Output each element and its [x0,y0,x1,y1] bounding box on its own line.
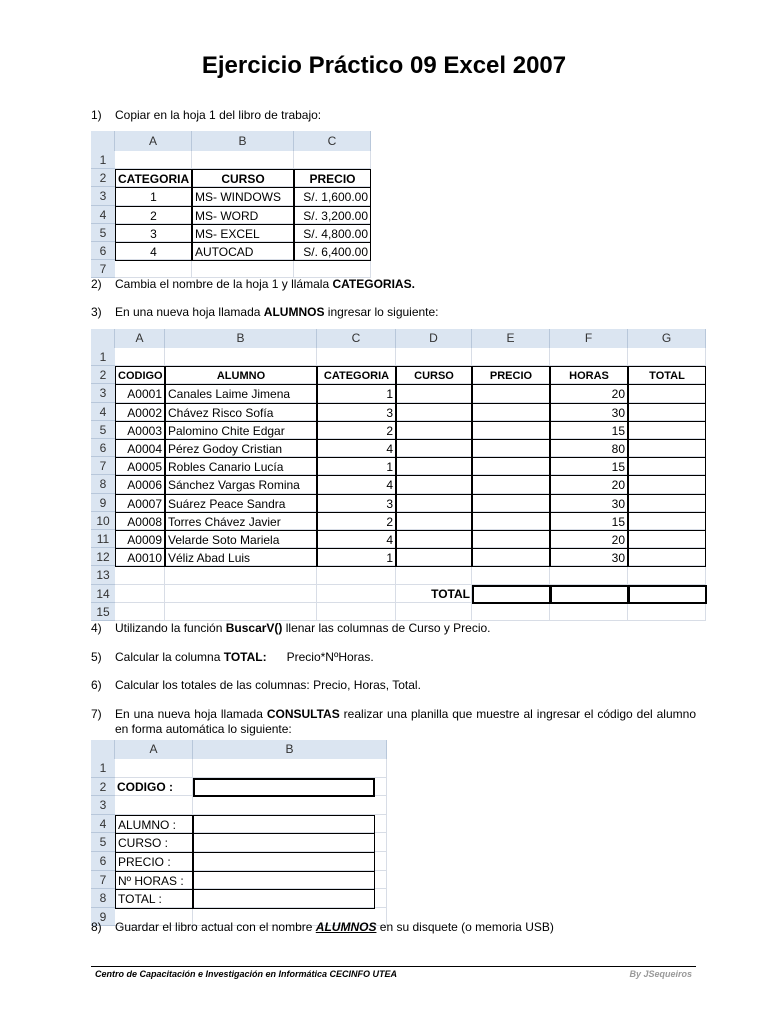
table-cell: 1 [317,457,396,476]
row-header: 9 [91,908,115,927]
row-header: 12 [91,548,115,566]
table-cell: 15 [550,457,628,476]
step-text: Calcular los totales de las columnas: Precio, Horas, Total. [115,678,421,692]
step-number: 4) [91,621,102,635]
table-cell: 4 [317,439,396,458]
table-cell [628,421,706,440]
table-cell [628,475,706,494]
row-header: 2 [91,169,115,187]
column-header: D [396,329,472,348]
row-header: 6 [91,439,115,457]
row-header: 8 [91,889,115,908]
column-header: A [115,329,165,348]
step-text: Guardar el libro actual con el nombre [115,920,316,934]
table-cell: 4 [115,242,192,261]
table-cell: S/. 1,600.00 [294,187,371,206]
table-cell: 2 [317,512,396,531]
footer-institution: Centro de Capacitación e Investigación en Informática CECINFO UTEA [95,969,398,979]
row-header: 4 [91,815,115,834]
table-cell: Velarde Soto Mariela [165,530,317,549]
table-cell: MS- WINDOWS [192,187,294,206]
table-cell [472,475,550,494]
column-header: B [193,740,387,759]
table-cell: Torres Chávez Javier [165,512,317,531]
table-cell [472,384,550,403]
step-number: 1) [91,108,102,122]
table-cell [472,530,550,549]
total-cell [628,585,707,604]
step-keyword: ALUMNOS [263,305,325,319]
table-cell [396,384,472,403]
column-header: C [294,131,371,151]
page-footer [91,966,696,983]
row-header: 1 [91,151,115,169]
table-cell: 80 [550,439,628,458]
table-header-cell: CATEGORIA [317,366,396,385]
table-cell: Robles Canario Lucía [165,457,317,476]
step-number: 2) [91,277,102,291]
table-cell [628,512,706,531]
row-header: 13 [91,566,115,584]
table-cell: A0010 [115,548,165,567]
table-header-cell: CATEGORIA [115,169,192,188]
row-header: 1 [91,759,115,778]
step-text-post: ingresar lo siguiente: [324,305,439,319]
table-header-cell: CURSO [192,169,294,188]
table-cell: 20 [550,530,628,549]
row-header: 3 [91,384,115,402]
table-cell: 30 [550,494,628,513]
table-header-cell: ALUMNO [165,366,317,385]
table-cell [628,530,706,549]
corner-header [91,329,115,348]
table-cell: S/. 4,800.00 [294,224,371,243]
table-cell: Pérez Godoy Cristian [165,439,317,458]
field-value-cell [193,871,375,891]
column-header: A [115,740,193,759]
table-cell: 15 [550,512,628,531]
table-cell [396,512,472,531]
step-text: Calcular la columna [115,650,224,664]
column-header: B [192,131,294,151]
table-cell: 4 [317,475,396,494]
corner-header [91,740,115,759]
step-keyword: CONSULTAS [266,707,340,721]
table-cell [396,439,472,458]
categorias-sheet [91,131,391,277]
table-cell: 15 [550,421,628,440]
column-header: A [115,131,192,151]
table-cell [628,494,706,513]
table-cell: MS- WORD [192,206,294,225]
table-cell [396,548,472,567]
table-cell: A0005 [115,457,165,476]
table-cell: Palomino Chite Edgar [165,421,317,440]
step-text-post: realizar una planilla que muestre al ingresar el código del alumno en forma automática lo siguiente: [115,707,696,736]
row-header: 2 [91,366,115,384]
table-cell [628,439,706,458]
row-header: 3 [91,796,115,815]
column-header: F [550,329,628,348]
table-cell: 1 [317,548,396,567]
footer-author: By JSequeiros [629,969,692,979]
table-header-cell: CURSO [396,366,472,385]
table-cell: Chávez Risco Sofía [165,403,317,422]
table-cell [472,439,550,458]
row-header: 3 [91,187,115,205]
table-cell: A0004 [115,439,165,458]
total-label: TOTAL [431,586,470,601]
step-text: Copiar en la hoja 1 del libro de trabajo: [115,108,322,122]
table-cell: A0008 [115,512,165,531]
table-header-cell: PRECIO [294,169,371,188]
table-cell: S/. 6,400.00 [294,242,371,261]
table-cell [472,494,550,513]
step-number: 8) [91,920,102,934]
step-text: Utilizando la función [115,621,226,635]
row-header: 7 [91,871,115,890]
table-cell [396,403,472,422]
total-cell [550,585,629,604]
step-number: 6) [91,678,102,692]
step-keyword: ALUMNOS [315,920,377,934]
table-cell: A0003 [115,421,165,440]
codigo-input-cell [193,778,375,798]
field-value-cell [193,815,375,835]
corner-header [91,131,115,151]
table-cell: 2 [317,421,396,440]
step-text: En una nueva hoja llamada [115,305,264,319]
step-number: 3) [91,305,102,319]
table-cell: 1 [317,384,396,403]
column-header: B [165,329,317,348]
row-header: 15 [91,603,115,621]
table-cell: A0001 [115,384,165,403]
row-header: 11 [91,530,115,548]
row-header: 4 [91,206,115,224]
table-cell [628,548,706,567]
table-cell: 3 [115,224,192,243]
table-cell [472,421,550,440]
step-text: En una nueva hoja llamada [115,707,267,721]
table-cell: Canales Laime Jimena [165,384,317,403]
field-label: TOTAL : [115,889,193,909]
table-cell: S/. 3,200.00 [294,206,371,225]
field-label: CURSO : [115,833,193,853]
grid-line [386,759,387,926]
column-header: E [472,329,550,348]
row-header: 5 [91,833,115,852]
row-header: 7 [91,457,115,475]
page-title: Ejercicio Práctico 09 Excel 2007 [201,52,567,79]
table-header-cell: CODIGO [115,366,165,385]
alumnos-sheet [91,329,718,619]
step-text-post: llenar las columnas de Curso y Precio. [282,621,491,635]
table-cell [396,494,472,513]
codigo-label: CODIGO : [117,779,173,794]
step-number: 5) [91,650,102,664]
table-cell [396,475,472,494]
row-header: 1 [91,348,115,366]
total-cell [472,585,551,604]
table-cell: 1 [115,187,192,206]
table-cell: A0002 [115,403,165,422]
table-cell [396,530,472,549]
table-cell: 20 [550,475,628,494]
table-cell: A0009 [115,530,165,549]
table-cell: Sánchez Vargas Romina [165,475,317,494]
consultas-sheet [91,740,387,924]
table-cell [472,512,550,531]
table-cell: 2 [115,206,192,225]
step-text-post: en su disquete (o memoria USB) [376,920,554,934]
step-text-post: Precio*NºHoras. [266,650,374,664]
table-cell: Suárez Peace Sandra [165,494,317,513]
field-value-cell [193,889,375,909]
table-header-cell: TOTAL [628,366,706,385]
table-cell: 20 [550,384,628,403]
table-cell [472,403,550,422]
row-header: 10 [91,512,115,530]
field-label: PRECIO : [115,852,193,872]
row-header: 5 [91,224,115,242]
row-header: 14 [91,585,115,603]
table-cell: A0007 [115,494,165,513]
row-header: 5 [91,421,115,439]
table-cell: A0006 [115,475,165,494]
table-header-cell: PRECIO [472,366,550,385]
step-keyword: BuscarV() [225,621,283,635]
table-cell: 30 [550,403,628,422]
table-cell [628,403,706,422]
table-cell [396,421,472,440]
table-cell: 30 [550,548,628,567]
field-label: Nº HORAS : [115,871,193,891]
step-keyword: CATEGORIAS. [332,277,415,291]
row-header: 7 [91,260,115,278]
table-header-cell: HORAS [550,366,628,385]
table-cell: 4 [317,530,396,549]
step-keyword: TOTAL: [223,650,267,664]
table-cell: Véliz Abad Luis [165,548,317,567]
column-header: G [628,329,706,348]
step-text: Cambia el nombre de la hoja 1 y llámala [115,277,333,291]
row-header: 6 [91,852,115,871]
table-cell: 3 [317,403,396,422]
row-header: 4 [91,403,115,421]
table-cell [396,457,472,476]
step-number: 7) [91,707,102,721]
table-cell: AUTOCAD [192,242,294,261]
table-cell: 3 [317,494,396,513]
row-header: 8 [91,475,115,493]
table-cell [628,384,706,403]
table-cell [472,457,550,476]
field-label: ALUMNO : [115,815,193,835]
table-cell [628,457,706,476]
column-header: C [317,329,396,348]
table-cell [472,548,550,567]
field-value-cell [193,833,375,853]
table-cell: MS- EXCEL [192,224,294,243]
row-header: 2 [91,778,115,797]
row-header: 6 [91,242,115,260]
row-header: 9 [91,494,115,512]
field-value-cell [193,852,375,872]
